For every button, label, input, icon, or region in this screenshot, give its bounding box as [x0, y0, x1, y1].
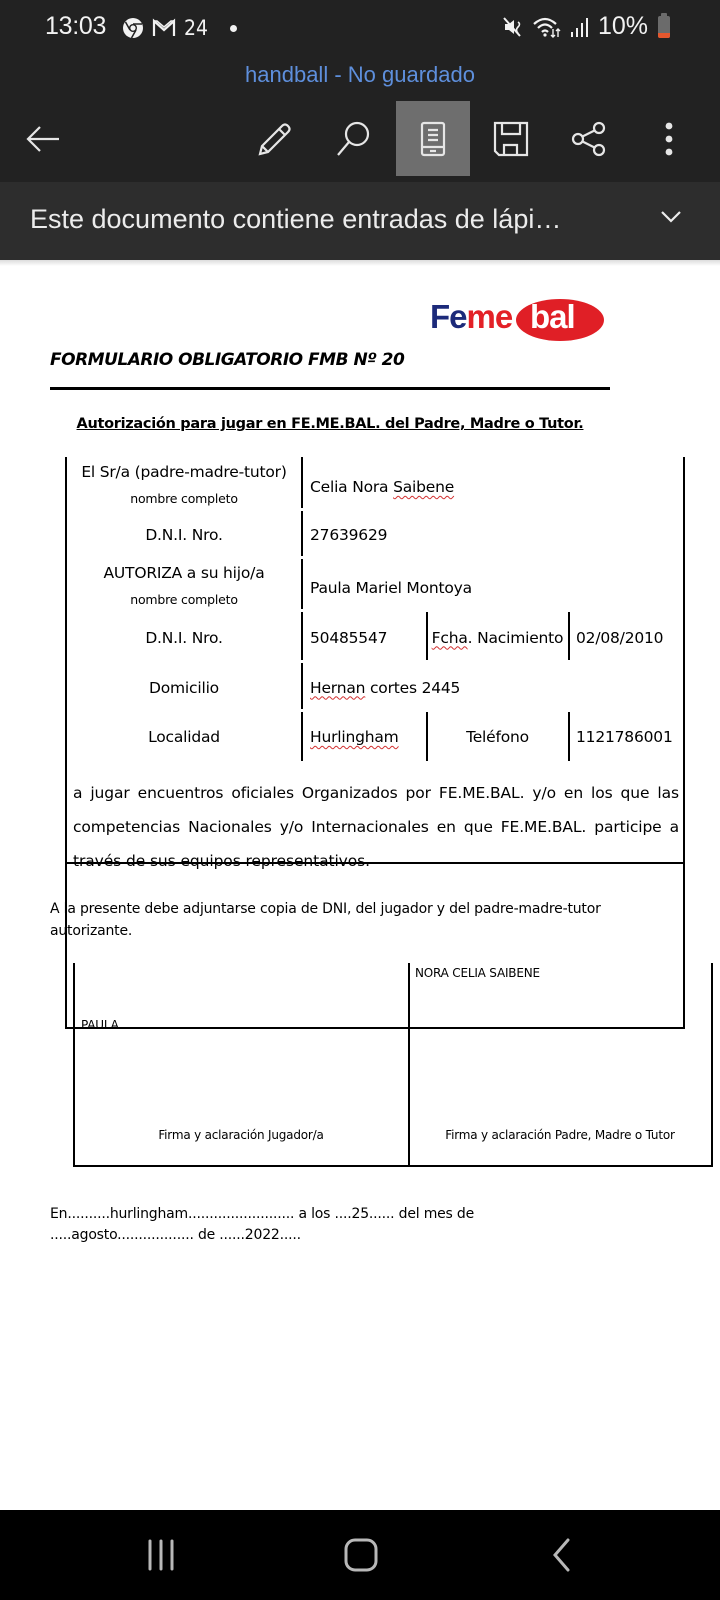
logo-fe: Fe — [430, 298, 467, 335]
city-label-cell — [66, 712, 302, 762]
battery-icon — [658, 16, 670, 38]
form-title: FORMULARIO OBLIGATORIO FMB Nº 20 — [50, 350, 405, 370]
city: Hurlingham — [310, 728, 399, 746]
status-bar — [0, 0, 720, 56]
document-page — [0, 266, 720, 1510]
temperature-24-icon: 24 — [184, 16, 209, 40]
signature-border-right — [711, 963, 713, 1165]
parent-label-cell — [66, 457, 302, 511]
place-date — [50, 1204, 474, 1246]
notification-icons — [122, 16, 237, 40]
dot-icon — [230, 25, 237, 32]
document-title: handball - No guardado — [245, 62, 475, 87]
pencil-icon — [256, 121, 292, 157]
app-bar — [0, 56, 720, 182]
chevron-down-icon[interactable] — [660, 210, 682, 224]
chrome-icon — [122, 17, 144, 39]
child-sublabel: nombre completo — [130, 592, 238, 607]
parent-name-cell[interactable]: Celia Nora Saibene — [310, 478, 455, 496]
authorization-heading: Autorización para jugar en FE.ME.BAL. del Padre, Madre o Tutor. — [76, 416, 584, 432]
parent-label: El Sr/a (padre-madre-tutor) — [81, 462, 287, 481]
address-label: Domicilio — [149, 678, 219, 697]
child-label-cell — [66, 559, 302, 612]
system-status — [502, 12, 670, 41]
share-icon — [571, 121, 607, 157]
attachment-note — [50, 898, 650, 942]
mobile-view-button[interactable] — [396, 101, 470, 176]
parent-dni-cell[interactable] — [302, 511, 684, 559]
child-dni-label: D.N.I. Nro. — [145, 628, 223, 647]
city-cell[interactable] — [302, 712, 426, 762]
child-label: AUTORIZA a su hijo/a — [103, 564, 265, 582]
child-dni: 50485547 — [310, 628, 388, 647]
back-chevron-icon — [550, 1537, 574, 1573]
home-icon — [343, 1537, 379, 1573]
child-name-cell[interactable] — [302, 559, 684, 612]
place-date-line-1: En..........hurlingham......................... a los ....25...... del mes de — [50, 1206, 474, 1222]
child-dni-label-cell — [66, 612, 302, 663]
parent-signature[interactable]: NORA CELIA SAIBENE — [415, 966, 540, 980]
home-button[interactable] — [326, 1532, 396, 1578]
player-signature-caption: Firma y aclaración Jugador/a — [158, 1128, 324, 1142]
birth-label-cell: Fcha. Nacimiento — [431, 628, 564, 647]
edit-button[interactable] — [237, 101, 311, 176]
recent-apps-icon — [144, 1538, 178, 1572]
navigation-bar — [0, 1510, 720, 1600]
phone-cell[interactable] — [568, 712, 684, 762]
arrow-left-icon — [25, 125, 61, 153]
phone-label-cell — [427, 712, 568, 762]
banner-text: Este documento contiene entradas de lápi… — [30, 204, 562, 234]
signature-border-bottom — [73, 1165, 713, 1167]
more-options-button[interactable] — [632, 101, 706, 176]
table-border-bottom — [65, 1027, 685, 1029]
birth-date: 02/08/2010 — [576, 628, 664, 647]
femebal-logo — [430, 298, 606, 342]
share-button[interactable] — [552, 101, 626, 176]
mute-vibrate-icon — [502, 16, 524, 38]
parent-sublabel: nombre completo — [130, 490, 238, 506]
recent-apps-button[interactable] — [126, 1532, 196, 1578]
parent-dni-label-cell — [66, 511, 302, 559]
floppy-disk-icon — [493, 121, 529, 157]
mobile-view-icon — [420, 121, 446, 157]
place-date-line-2: .....agosto.................. de ......2022..... — [50, 1227, 301, 1243]
parent-dni: 27639629 — [310, 526, 388, 544]
address-cell[interactable]: Hernan cortes 2445 — [310, 678, 461, 697]
parent-signature-caption: Firma y aclaración Padre, Madre o Tutor — [445, 1128, 675, 1142]
title-divider — [50, 387, 610, 390]
back-nav-button[interactable] — [527, 1532, 597, 1578]
child-dni-cell[interactable] — [302, 612, 426, 663]
save-button[interactable] — [474, 101, 548, 176]
address-label-cell — [66, 663, 302, 712]
child-name: Paula Mariel Montoya — [310, 578, 472, 597]
battery-percent: 10% — [597, 12, 648, 40]
gmail-icon — [152, 18, 176, 38]
authorization-text: a jugar encuentros oficiales Organizados por FE.ME.BAL. y/o en los que las competencias Nacionales y/o Internacionales en que FE.ME.BAL. participe a través de sus equipos representativos. — [73, 784, 679, 870]
signal-icon — [570, 16, 590, 38]
birth-date-cell[interactable] — [568, 612, 684, 663]
ink-entries-banner[interactable] — [0, 182, 720, 260]
player-signature[interactable]: PAULA — [81, 1018, 119, 1032]
more-vertical-icon — [664, 121, 674, 157]
parent-dni-label: D.N.I. Nro. — [145, 526, 223, 544]
logo-bal: bal — [530, 298, 575, 335]
phone: 1121786001 — [576, 728, 673, 746]
clock: 13:03 — [45, 12, 107, 40]
note-line-2: autorizante. — [50, 923, 133, 939]
wifi-icon — [532, 15, 562, 39]
city-label: Localidad — [148, 728, 220, 746]
back-button[interactable] — [6, 101, 80, 176]
search-button[interactable] — [316, 101, 390, 176]
search-icon — [335, 121, 371, 157]
phone-label: Teléfono — [466, 728, 529, 746]
note-line-1: A la presente debe adjuntarse copia de DNI, del jugador y del padre-madre-tutor — [50, 901, 601, 917]
logo-me: me — [466, 298, 513, 335]
